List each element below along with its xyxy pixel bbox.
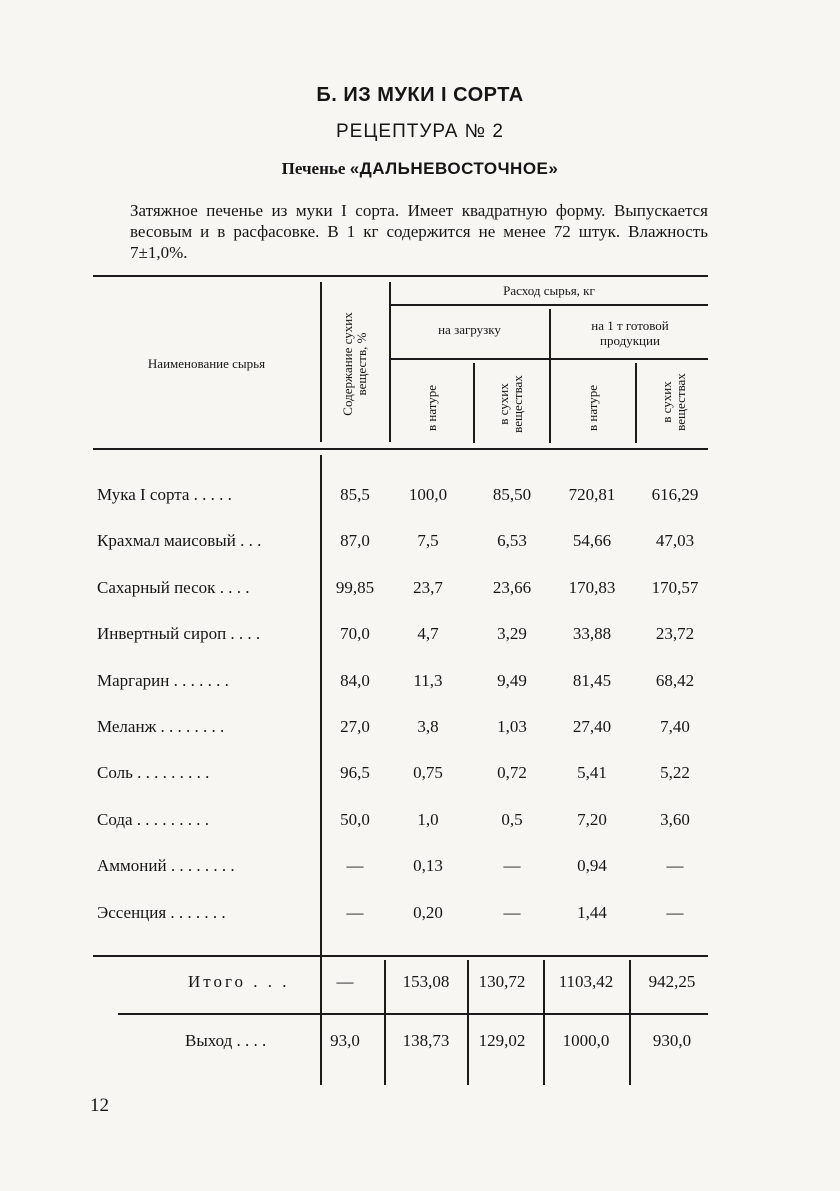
row-cell: 0,13: [413, 856, 443, 875]
header-dry-content: [341, 294, 369, 434]
row-cell: 33,88: [572, 624, 612, 643]
row-name: Соль . . . . . . . . .: [97, 763, 210, 782]
row-cell: 23,66: [492, 578, 532, 597]
row-name: Мука I сорта . . . . .: [97, 485, 232, 504]
header-ton-nature: в натуре: [585, 384, 600, 432]
recipe-number: РЕЦЕПТУРА № 2: [336, 121, 504, 142]
row-cell: 54,66: [572, 531, 612, 550]
row-cell: 0,75: [413, 763, 443, 782]
total-bottom-rule: [118, 1013, 708, 1015]
row-cell: —: [346, 903, 364, 922]
row-cell: 70,0: [340, 624, 370, 643]
header-ton-dry: [660, 363, 688, 441]
output-cell: 138,73: [402, 1031, 450, 1050]
row-cell: 0,20: [413, 903, 443, 922]
row-cell: 9,49: [497, 671, 527, 690]
row-cell: 170,83: [568, 578, 616, 597]
row-cell: 50,0: [340, 810, 370, 829]
row-cell: 7,5: [417, 531, 439, 550]
row-cell: 5,41: [577, 763, 607, 782]
consumption-rule: [390, 304, 708, 306]
row-cell: 100,0: [408, 485, 448, 504]
row-cell: 1,03: [497, 717, 527, 736]
row-cell: —: [666, 903, 684, 922]
header-load-dry: [497, 365, 525, 443]
header-per-ton: на 1 т готовой продукции: [591, 318, 669, 348]
row-cell: 3,8: [417, 717, 439, 736]
row-name: Эссенция . . . . . . .: [97, 903, 226, 922]
product-description: Затяжное печенье из муки I сорта. Имеет квадратную форму. Выпускается весовым и в расфасовке. В 1 кг содержится не менее 72 штук. Влажность 7±1,0%.: [130, 201, 708, 262]
row-cell: 170,57: [651, 578, 699, 597]
output-cell: 129,02: [478, 1031, 526, 1050]
row-cell: 47,03: [655, 531, 695, 550]
row-cell: 720,81: [568, 485, 616, 504]
row-cell: —: [666, 856, 684, 875]
header-consumption: Расход сырья, кг: [503, 283, 595, 298]
header-load: на загрузку: [438, 322, 501, 337]
col-divider-5: [635, 363, 637, 443]
row-name: Сода . . . . . . . . .: [97, 810, 210, 829]
output-label: Выход . . . .: [185, 1031, 267, 1050]
row-cell: 23,7: [413, 578, 443, 597]
row-cell: 5,22: [660, 763, 690, 782]
row-cell: 6,53: [497, 531, 527, 550]
row-cell: 11,3: [413, 671, 443, 690]
row-cell: 1,44: [577, 903, 607, 922]
header-dry-content-text: Содержание сухих веществ, %: [340, 312, 369, 416]
row-cell: 27,40: [572, 717, 612, 736]
col-divider-3: [473, 363, 475, 443]
total-cell: —: [336, 972, 354, 991]
row-cell: 7,20: [577, 810, 607, 829]
row-cell: 23,72: [655, 624, 695, 643]
product-name: «ДАЛЬНЕВОСТОЧНОЕ»: [349, 159, 559, 178]
row-cell: 7,40: [660, 717, 690, 736]
total-cell: 153,08: [402, 972, 450, 991]
row-cell: 96,5: [340, 763, 370, 782]
row-name: Сахарный песок . . . .: [97, 578, 250, 597]
row-cell: 68,42: [655, 671, 695, 690]
row-cell: 1,0: [417, 810, 439, 829]
row-cell: —: [503, 903, 521, 922]
row-cell: 3,29: [497, 624, 527, 643]
header-load-dry-text: в сухих веществах: [496, 375, 525, 433]
output-cell: 1000,0: [562, 1031, 610, 1050]
row-cell: 84,0: [340, 671, 370, 690]
output-cell: 93,0: [330, 1031, 360, 1050]
header-bottom-rule: [93, 448, 708, 450]
row-cell: 27,0: [340, 717, 370, 736]
total-cell: 130,72: [478, 972, 526, 991]
row-cell: 4,7: [417, 624, 439, 643]
row-cell: 81,45: [572, 671, 612, 690]
row-cell: —: [503, 856, 521, 875]
row-cell: 0,94: [577, 856, 607, 875]
col-divider-2: [389, 282, 391, 442]
total-label: Итого . . .: [188, 972, 290, 991]
product-title: [0, 159, 840, 179]
row-name: Маргарин . . . . . . .: [97, 671, 229, 690]
row-cell: 616,29: [651, 485, 699, 504]
row-cell: —: [346, 856, 364, 875]
body-bottom-rule: [93, 955, 708, 957]
product-prefix: Печенье: [281, 159, 346, 178]
row-cell: 0,72: [497, 763, 527, 782]
row-cell: 85,5: [340, 485, 370, 504]
row-cell: 99,85: [335, 578, 375, 597]
table-top-rule: [93, 275, 708, 277]
header-name: Наименование сырья: [147, 356, 266, 371]
row-name: Меланж . . . . . . . .: [97, 717, 225, 736]
total-cell: 942,25: [648, 972, 696, 991]
total-cell: 1103,42: [558, 972, 614, 991]
row-cell: 87,0: [340, 531, 370, 550]
header-ton-dry-text: в сухих веществах: [659, 373, 688, 431]
header-load-nature: в натуре: [424, 384, 439, 432]
page-number: 12: [90, 1095, 109, 1116]
row-name: Инвертный сироп . . . .: [97, 624, 261, 643]
section-title: Б. ИЗ МУКИ I СОРТА: [316, 84, 524, 106]
col-divider-1: [320, 282, 322, 442]
row-cell: 0,5: [501, 810, 523, 829]
row-name: Аммоний . . . . . . . .: [97, 856, 235, 875]
col-divider-4: [549, 309, 551, 443]
output-cell: 930,0: [652, 1031, 692, 1050]
row-name: Крахмал маисовый . . .: [97, 531, 262, 550]
row-cell: 3,60: [660, 810, 690, 829]
row-cell: 85,50: [492, 485, 532, 504]
